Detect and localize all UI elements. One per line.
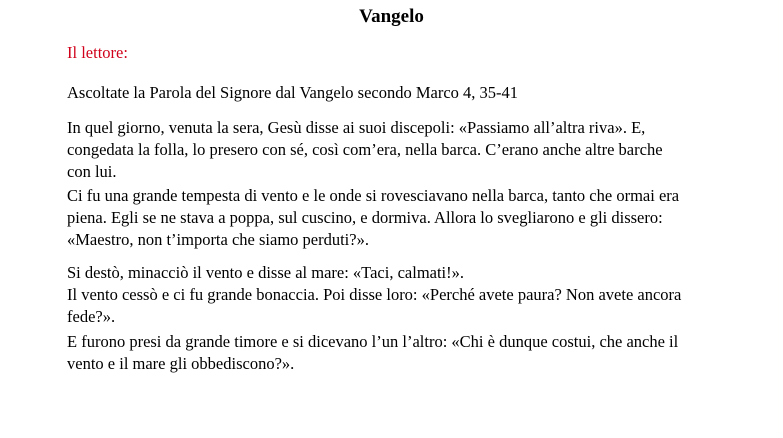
paragraph-4	[67, 331, 727, 375]
paragraph-line: piena. Egli se ne stava a poppa, sul cuscino, e dormiva. Allora lo svegliarono e gli dissero:	[67, 208, 663, 227]
paragraph-2	[67, 185, 727, 251]
reader-label: Il lettore:	[67, 43, 128, 62]
reading-intro: Ascoltate la Parola del Signore dal Vangelo secondo Marco 4, 35-41	[67, 83, 519, 102]
paragraph-line: vento e il mare gli obbediscono?».	[67, 354, 295, 373]
paragraph-line: In quel giorno, venuta la sera, Gesù disse ai suoi discepoli: «Passiamo all’altra riva». E,	[67, 118, 646, 137]
paragraph-line: «Maestro, non t’importa che siamo perduti?».	[67, 230, 369, 249]
paragraph-3	[67, 262, 727, 328]
paragraph-line: Il vento cessò e ci fu grande bonaccia. Poi disse loro: «Perché avete paura? Non avete ancora	[67, 285, 682, 304]
document-title: Vangelo	[359, 6, 424, 27]
paragraph-line: fede?».	[67, 307, 116, 326]
paragraph-line: con lui.	[67, 162, 117, 181]
paragraph-line: Ci fu una grande tempesta di vento e le onde si rovesciavano nella barca, tanto che ormai era	[67, 186, 680, 205]
paragraph-line: E furono presi da grande timore e si dicevano l’un l’altro: «Chi è dunque costui, che anche il	[67, 332, 679, 351]
paragraph-1	[67, 117, 727, 183]
paragraph-line: congedata la folla, lo presero con sé, così com’era, nella barca. C’erano anche altre barche	[67, 140, 663, 159]
paragraph-line: Si destò, minacciò il vento e disse al mare: «Taci, calmati!».	[67, 263, 465, 282]
